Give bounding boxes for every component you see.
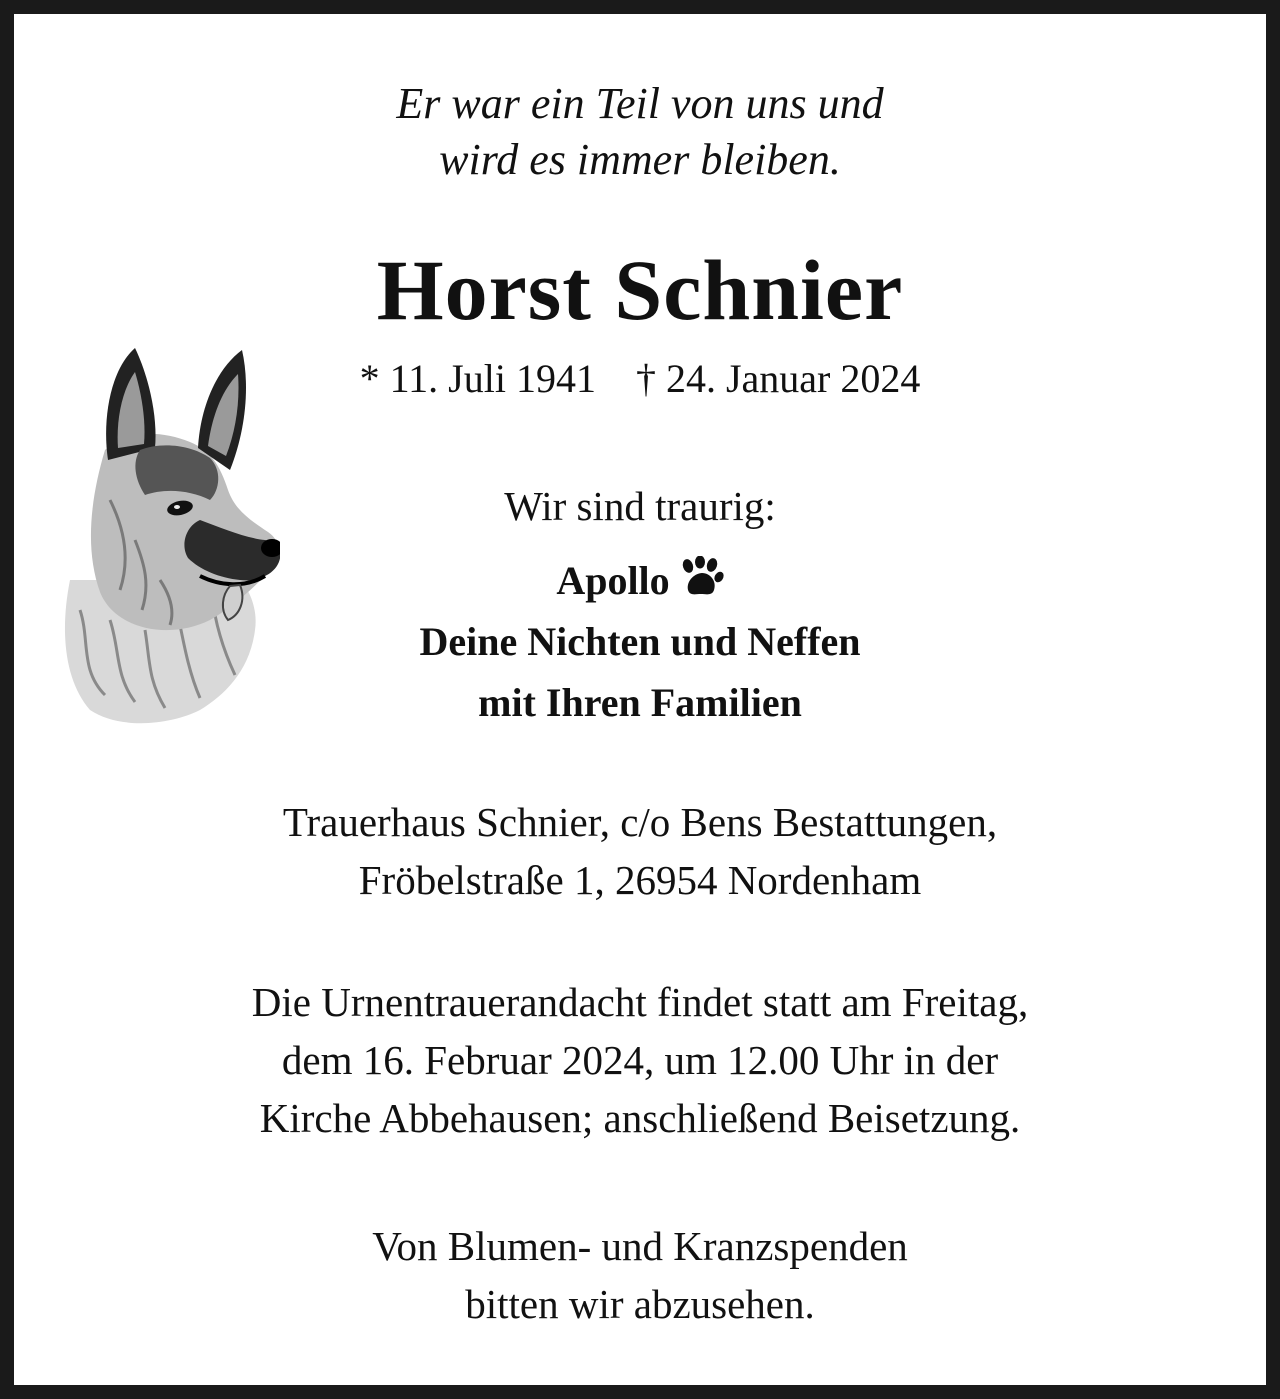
birth-date: * 11. Juli 1941 <box>359 356 596 401</box>
service-line-3: Kirche Abbehausen; anschließend Beisetzung. <box>259 1095 1021 1141</box>
address-line-1: Trauerhaus Schnier, c/o Bens Bestattungen, <box>282 799 998 845</box>
flowers-line-1: Von Blumen- und Kranzspenden <box>372 1223 908 1269</box>
mourner-apollo-label: Apollo <box>556 558 670 603</box>
mourner-families: mit Ihren Familien <box>478 680 802 725</box>
mourner-nieces-nephews: Deine Nichten und Neffen <box>419 619 861 664</box>
service-line-2: dem 16. Februar 2024, um 12.00 Uhr in der <box>281 1037 999 1083</box>
flowers-line-2: bitten wir abzusehen. <box>465 1281 815 1327</box>
death-date: † 24. Januar 2024 <box>635 356 921 401</box>
deceased-name: Horst Schnier <box>376 242 904 338</box>
obituary-notice <box>14 14 1266 1385</box>
motto-line-1: Er war ein Teil von uns und <box>396 79 884 128</box>
service-line-1: Die Urnentrauerandacht findet statt am Freitag, <box>251 979 1029 1025</box>
motto-line-2: wird es immer bleiben. <box>439 135 841 184</box>
paw-icon <box>678 556 724 598</box>
german-shepherd-dog-icon <box>50 330 280 730</box>
mourners-intro: Wir sind traurig: <box>504 483 776 529</box>
address-line-2: Fröbelstraße 1, 26954 Nordenham <box>358 857 922 903</box>
